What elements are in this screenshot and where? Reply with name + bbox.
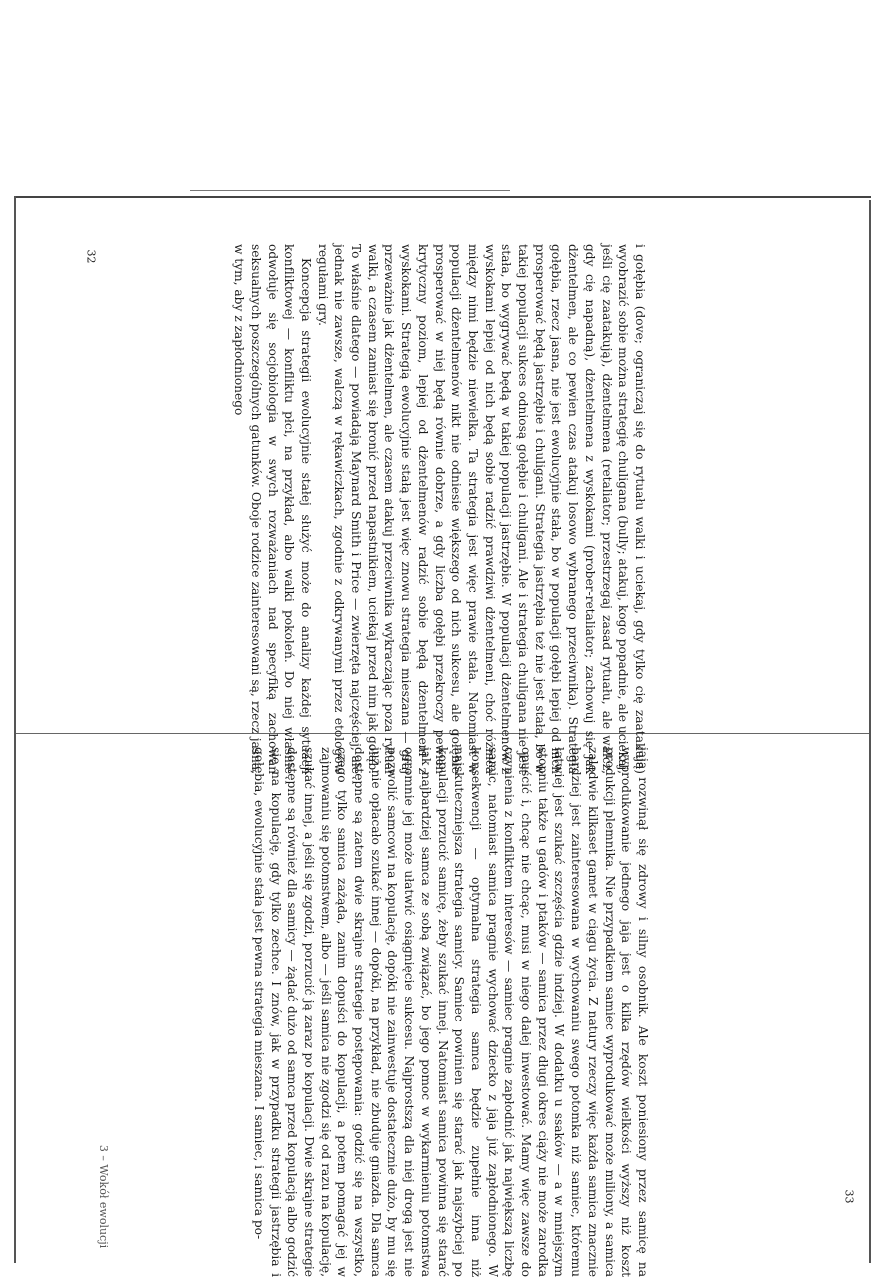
left-paragraph-1: i gołębia (dove; ograniczaj się do rytuału walki i uciekaj, gdy tylko cię zaatakują) wyobrazić sobie można strategię chuligana (bully; atakuj, kogo popadnie, ale uciekaj, jeśli cię zaatakują), dżentelmena (retaliator; przestrzegaj zasad rytuału, ale walcz, gdy cię napadną), dżentelmena z wyskokami (prober-retaliator; zachowuj się jak dżentelmen, ale co pewien czas atakuj losowo wybranego przeciwnika). Strategia gołębia, rzecz jasna, nie jest ewolucyjnie stała, bo w populacji gołębi lepiej od nich prosperować będą jastrzębie i chuligani. Strategia jastrzębia też nie jest stała, bo w takiej populacji sukces odniosą gołębie i chuligani. Ale i strategia chuligana nie jest stała, bo wygrywać będą w takiej populacji jastrzębie. W populacji dżentelmenów z wyskokami lepiej od nich będą sobie radzić prawdziwi dżentelmeni, choć różnica między nimi będzie niewielka. Ta strategia jest więc prawie stała. Natomiast w populacji dżentelmenów nikt nie odniesie większego od nich sukcesu, ale gołębie prosperować w niej będą równie dobrze, a gdy liczba gołębi przekroczy pewien krytyczny poziom, lepiej od dżentelmenów radzić sobie będą dżentelmeni z wyskokami. Strategią ewolucyjnie stałą jest więc znowu strategia mieszana — graj przeważnie jak dżentelmen, ale czasem atakuj przeciwnika wykraczając poza rytuał walki, a czasem zamiast się bronić przed napastnikiem, uciekaj przed nim jak gołąb. To właśnie dlatego — powiadają Maynard Smith i Price — zwierzęta najczęściej, ale jednak nie zawsze, walczą w rękawiczkach, zgodnie z odkrywanymi przez etologów regułami gry. [315,244,647,774]
blank-scan-margin [0,0,893,195]
right-page-text [201,747,651,1277]
fold-line-upper [190,190,510,191]
top-edge-rule [16,196,871,198]
left-page-text [208,244,648,774]
left-paragraph-2: Koncepcja strategii ewolucyjnie stałej służyć może do analizy każdej sytuacji konfliktowej — konfliktu płci, na przykład, albo walki pokoleń. Do niej właśnie odwołuje się socjobiologia w swych rozważaniach nad specyfiką zachowań seksualnych poszczególnych gatunków. Oboje rodzice zainteresowani są, rzecz jasna, w tym, aby z zapłodnionego [232,244,313,774]
right-page-edge [869,200,871,1263]
left-page-number: 32 [84,249,98,264]
left-page-edge [14,196,16,1263]
right-paragraph-1: jaja rozwinął się zdrowy i silny osobnik. Ale koszt poniesiony przez samicę na wyprodukowanie jednego jaja jest o kilka rzędów wielkości wyższy niż koszt produkcji plemnika. Nie przypadkiem samiec wyprodukować może miliony, a samica zaledwie kilkaset gamet w ciągu życia. Z natury rzeczy więc każda samica znacznie bardziej jest zainteresowana w wychowaniu swego potomka niż samiec, któremu łatwiej jest szukać szczęścia gdzie indziej. W dodatku u ssaków — a w mniejszym stopniu także u gadów i ptaków — samica przez długi okres ciąży nie może zarodka opuścić i, chcąc nie chcąc, musi w niego dalej inwestować. Mamy więc zawsze do czynienia z konfliktem interesów — samiec pragnie zapłodnić jak największą liczbę samic, natomiast samica pragnie wychować dziecko z jaja już zapłodnionego. W konsekwencji — optymalna strategia samca będzie zupełnie inna niż najskuteczniejsza strategia samicy. Samiec powinien się starać jak najszybciej po kopulacji porzucić samicę, żeby szukać innej. Natomiast samica powinna się starać jak najbardziej samca ze sobą związać, bo jego pomoc w wykarmieniu potomstwa ogromnie jej może ułatwić osiągnięcie sukcesu. Najprostszą dla niej drogą jest nie pozwolić samcowi na kopulację, dopóki nie zainwestuje dostatecznie dużo, by mu się już nie opłacało szukać innej — dopóki, na przykład, nie zbuduje gniazda. Dla samca dostępne są zatem dwie skrajne strategie postępowania: godzić się na wszystko, czego tylko samica zażąda, zanim dopuści do kopulacji, a potem pomagać jej w zajmowaniu się potomstwem, albo — jeśli samica nie zgodzi się od razu na kopulację, szukać innej, a jeśli się zgodzi, porzucić ją zaraz po kopulacji. Dwie skrajne strategie dostępne są również dla samicy — żądać dużo od samca przed kopulacją albo godzić się na kopulację, gdy tylko zechce. I znów, jak w przypadku strategii jastrzębia i gołębia, ewolucyjnie stała jest pewna strategia mieszana. I samiec, i samica po- [251,747,650,1277]
right-page-number: 33 [842,1189,856,1204]
running-head: 3 – Wokół ewolucji [97,1144,111,1249]
